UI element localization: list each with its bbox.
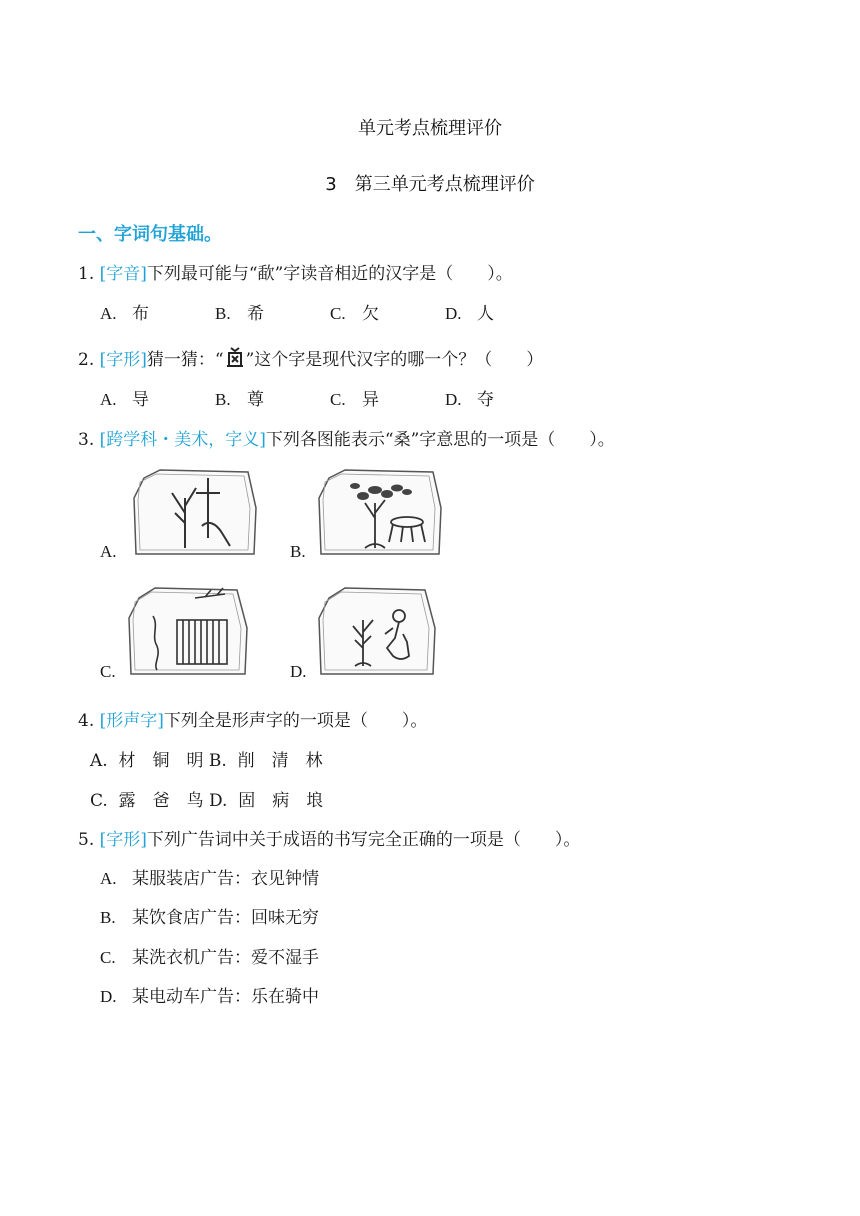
stone-carving-d-image[interactable] — [315, 586, 440, 678]
question-4 — [78, 706, 427, 731]
option-b[interactable]: B. 尊 — [215, 390, 264, 410]
question-text: 下列全是形声字的一项是（ ）。 — [163, 711, 428, 731]
question-tag: [字音] — [99, 264, 147, 284]
q5-option-c[interactable]: C. 某洗衣机广告：爱不湿手 — [100, 948, 319, 968]
q5-option-d[interactable]: D. 某电动车广告：乐在骑中 — [100, 987, 319, 1007]
question-tag: [形声字] — [99, 711, 164, 731]
page-title: 单元考点梳理评价 — [358, 118, 502, 139]
section-heading: 一、字词句基础。 — [78, 224, 222, 245]
option-c[interactable]: C. 欠 — [330, 304, 379, 324]
page-subtitle: 3 第三单元考点梳理评价 — [325, 174, 535, 195]
q5-option-a[interactable]: A. 某服装店广告：衣见钟情 — [100, 869, 319, 889]
image-label-b[interactable]: B. — [290, 542, 306, 561]
option-a[interactable]: A. 布 — [100, 304, 149, 324]
question-number: 1. — [78, 264, 95, 284]
question-tag: [字形] — [99, 830, 147, 850]
question-2 — [78, 345, 543, 370]
ancient-character-icon — [224, 346, 246, 368]
question-1 — [78, 259, 513, 284]
question-number: 3. — [78, 430, 95, 450]
question-text: 下列各图能表示“桑”字意思的一项是（ ）。 — [265, 430, 615, 450]
question-text-before: 猜一猜：“ — [146, 350, 224, 370]
q5-option-b[interactable]: B. 某饮食店广告：回味无穷 — [100, 908, 319, 928]
question-5 — [78, 825, 580, 850]
option-c[interactable]: C. 异 — [330, 390, 379, 410]
option-b[interactable]: B. 希 — [215, 304, 264, 324]
image-label-a[interactable]: A. — [100, 542, 117, 561]
q4-options-row-1[interactable]: A. 材 铜 明 B. 削 清 林 — [90, 751, 323, 771]
question-tag: [字形] — [99, 350, 147, 370]
option-a[interactable]: A. 导 — [100, 390, 149, 410]
question-tag: [跨学科・美术，字义] — [99, 430, 266, 450]
option-d[interactable]: D. 人 — [445, 304, 494, 324]
question-text: 下列最可能与“歃”字读音相近的汉字是（ ）。 — [146, 264, 513, 284]
question-3 — [78, 425, 615, 450]
stone-carving-b-image[interactable] — [315, 468, 445, 558]
question-number: 5. — [78, 830, 95, 850]
image-label-d[interactable]: D. — [290, 662, 307, 681]
q2-options — [100, 385, 560, 410]
stone-carving-c-image[interactable] — [125, 586, 255, 678]
question-text-after: ”这个字是现代汉字的哪一个？（ ） — [245, 350, 544, 370]
question-number: 2. — [78, 350, 95, 370]
q1-options — [100, 299, 560, 324]
question-text: 下列广告词中关于成语的书写完全正确的一项是（ ）。 — [146, 830, 581, 850]
question-number: 4. — [78, 711, 95, 731]
q4-options-row-2[interactable]: C. 露 爸 鸟 D. 固 病 埌 — [90, 791, 324, 811]
image-label-c[interactable]: C. — [100, 662, 116, 681]
option-d[interactable]: D. 夺 — [445, 390, 494, 410]
stone-carving-a-image[interactable] — [130, 468, 260, 558]
